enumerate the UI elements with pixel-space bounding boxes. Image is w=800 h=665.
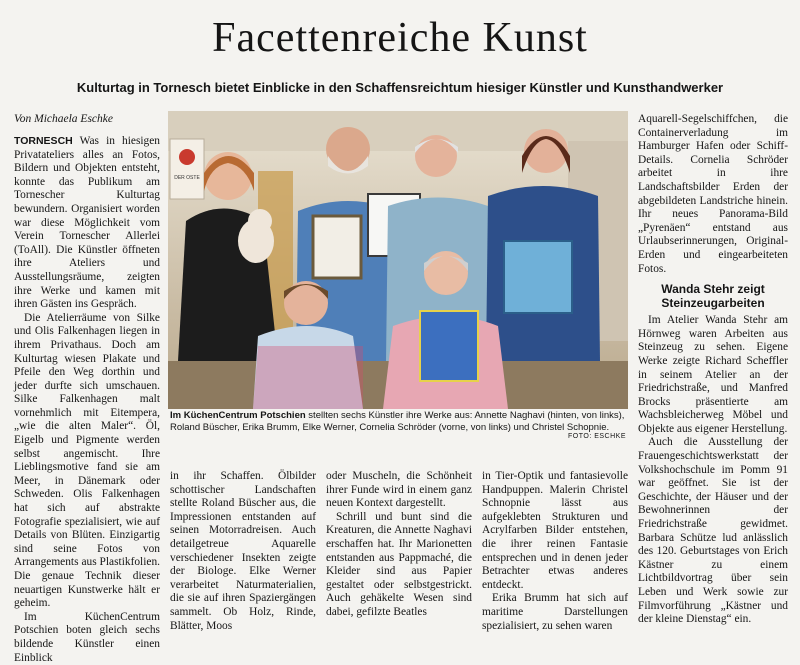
store-sign — [170, 139, 204, 199]
paragraph-6: Schrill und bunt sind die Kreaturen, die Annette Naghavi erschaffen hat. Ihr Marionetten entstanden aus Pappmaché, die Kleider sind aus Papier gestaltet oder selbstgestrickt. Auch gehäkelte Wesen sind dabei, gefilzte Beatles — [326, 510, 472, 618]
article-photo — [168, 111, 628, 409]
artwork-frame-4 — [420, 311, 478, 381]
paragraph-9: Aquarell-Segelschiffchen, die Containerverladung im Hamburger Hafen oder Schiff-Details. Cornelia Schröder arbeitet in ihre Landschaftsbilder Erden der abgebildeten Landstriche hinein. Ihr neues Panorama-Bild „Pyrenäen“ entstand aus Urlaubserinnerungen, Original-Erden und eingearbeiteten Fotos. — [638, 113, 788, 275]
paragraph-1-text: Was in hiesigen Privatateliers alles an Fotos, Bildern und Objekten entsteht, konnte das Publikum am Tornescher Kulturtag bewundern. Organisiert worden war diese Möglichkeit vom Verein Tornescher Allerlei (ToAll). Die Künstler öffneten ihre Ateliers und Ausstellungsräume, zeigten ihre Werke und kamen mit ihren Gästen ins Gespräch. — [14, 135, 160, 311]
photo-credit: FOTO: ESCHKE — [568, 433, 626, 440]
paragraph-8: Erika Brumm hat sich auf maritime Darstellungen spezialisiert, zu sehen waren — [482, 592, 628, 632]
paragraph-7: in Tier-Optik und fantasievolle Handpuppen. Malerin Christel Schnopnie lässt aus aufgeklebten Strukturen und Acrylfarben Bilder entstehen, die ihrer reinen Fantasie entsprechen und in denen jeder Betrachter etwas anderes entdeckt. — [482, 470, 628, 591]
paragraph-11: Auch die Ausstellung der Frauengeschichtswerkstatt der Volkshochschule im Pomm 91 war geöffnet. Sie ist der Geschichte, der Häuser und der Bewohnerinnen der Friedrichstraße gewidmet. Barbara Schütze lud anlässlich des 120. Geburtstages von Erich Kästner zu einem Lichtbildvortrag über sein Leben und Werk sowie zur Filmvorführung „Kästner und der kleine Dienstag“ ein. — [638, 436, 788, 626]
paragraph-2: Die Atelierräume von Silke und Olis Falkenhagen liegen in ihrem Privathaus. Doch am Kulturtag wiesen Plakate und Pfeile den Weg dorthin und jeder durfte sich umschauen. Silke Falkenhagen malt vornehmlich mit Eitempera, „wie die alten Maler“. Öl, Eigelb und Pigmente werden selbst angemischt. Ihre Lieblingsmotive fand sie am Meer, in Dänemark oder Schweden. Olis Falkenhagen hat sich auf abstrakte Fotografie spezialisiert, wie auf Details von Blüten. Einzigartig sind seine Fotos von Arrangements aus Plastikfolien. Die genaue Technik dieser neuartigen Kunstwerke hält er geheim. — [14, 311, 160, 610]
column-5 — [638, 113, 788, 627]
sign-text: DER OSTE — [174, 175, 200, 181]
column-2 — [170, 470, 316, 633]
caption-text: stellten sechs Künstler ihre Werke aus: Annette Naghavi (hinten, von links), Roland Büscher, Erika Brumm, Elke Werner, Cornelia Schröder (vorne, von links) und Christel Schopnie. — [170, 410, 625, 433]
paragraph-10: Im Atelier Wanda Stehr am Hörnweg waren Arbeiten aus Steinzeug zu sehen. Eigene Werke zeigte Richard Scheffler in seinem Atelier an der Friedrichstraße, und Manfred Brocks präsentierte am Wachsbleicherweg Möbel und Objekte aus eigener Herstellung. — [638, 314, 788, 435]
artwork-frame-1 — [313, 216, 361, 278]
column-4 — [482, 470, 628, 633]
column-3 — [326, 470, 472, 620]
paragraph-3: Im KüchenCentrum Potschien boten gleich sechs bildende Künstler einen Einblick — [14, 610, 160, 664]
paragraph-5: oder Muscheln, die Schönheit ihrer Funde wird in einem ganz neuen Kontext dargestellt. — [326, 470, 472, 510]
paragraph-1 — [14, 135, 160, 312]
subheadline: Kulturtag in Tornesch bietet Einblicke in den Schaffensreichtum hiesiger Künstler und Kunsthandwerker — [76, 80, 724, 95]
paragraph-4: in ihr Schaffen. Ölbilder schottischer Landschaften stellte Roland Büscher aus, die Impressionen entstanden auf seinen Motorradreisen. Auch detailgetreue Aquarelle verschiedener Insekten zeigte der Biologe. Elke Werner verarbeitet Naturmaterialien, die sie auf ihren Spaziergängen sammelt. Ob Holz, Rinde, Blätter, Moos — [170, 470, 316, 632]
column-1 — [14, 135, 160, 665]
artwork-frame-3 — [504, 241, 572, 313]
headline: Facettenreiche Kunst — [212, 15, 588, 61]
caption-lead: Im KüchenCentrum Potschien — [170, 410, 306, 421]
photo-caption — [170, 410, 626, 433]
dateline: TORNESCH — [14, 135, 73, 147]
group-photo-illustration — [168, 111, 628, 409]
byline: Von Michaela Eschke — [14, 113, 113, 125]
section-subheading: Wanda Stehr zeigt Steinzeugarbeiten — [661, 282, 765, 311]
